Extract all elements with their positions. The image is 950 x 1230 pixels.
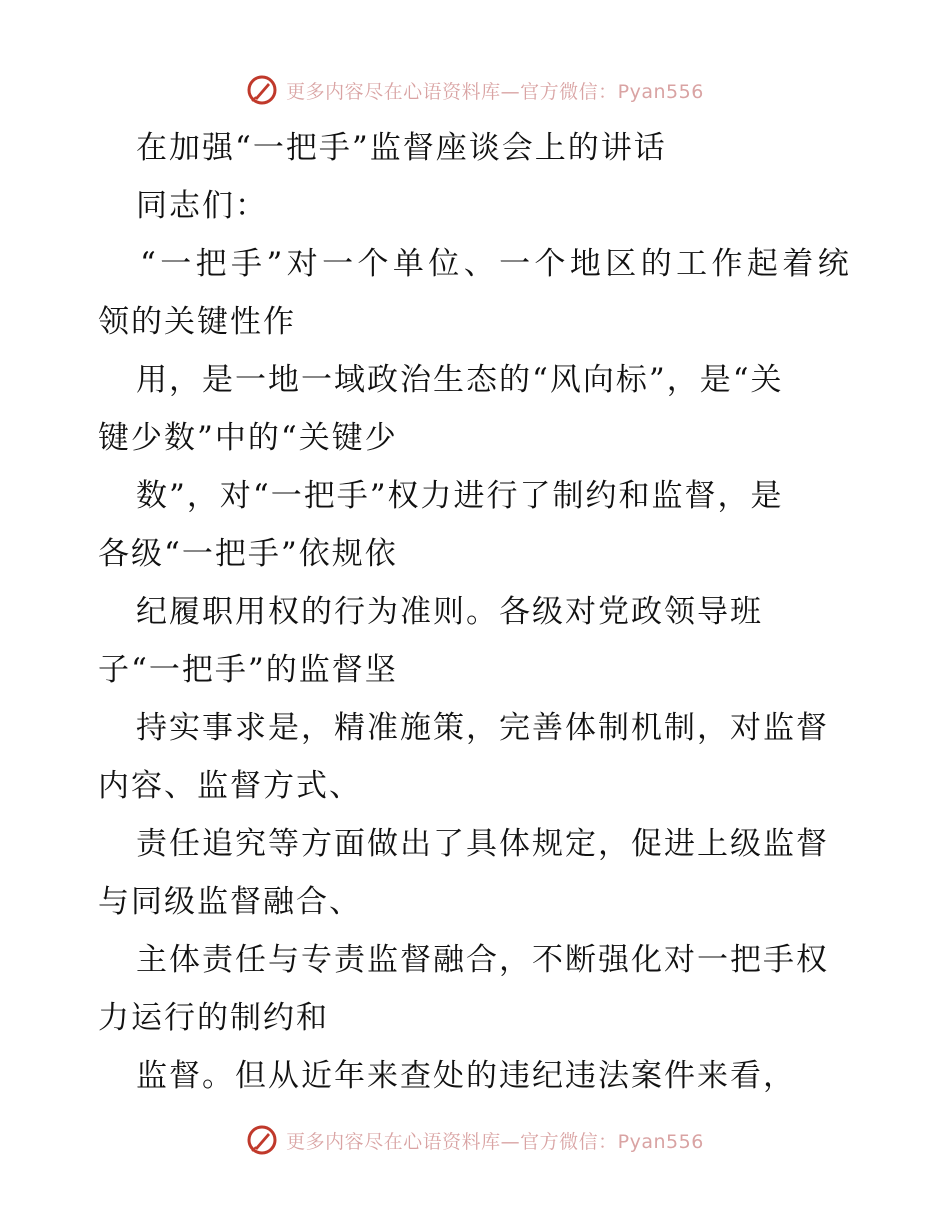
quill-logo-icon — [246, 1124, 278, 1156]
paragraph-line: “一把手”对一个单位、一个地区的工作起着统 — [140, 246, 854, 282]
quill-logo-icon — [246, 74, 278, 106]
paragraph-line: 纪履职用权的行为准则。各级对党政领导班 — [136, 594, 763, 630]
paragraph-line: 持实事求是，精准施策，完善体制机制，对监督 — [136, 710, 829, 746]
paragraph-line: 数”，对“一把手”权力进行了制约和监督，是 — [136, 478, 784, 514]
paragraph-line: 与同级监督融合、 — [98, 884, 362, 920]
paragraph-line: 力运行的制约和 — [98, 1000, 329, 1036]
watermark-text: 更多内容尽在心语资料库—官方微信：Pyan556 — [286, 1130, 704, 1153]
paragraph-line: 同志们： — [136, 188, 268, 224]
paragraph-line: 领的关键性作 — [98, 304, 296, 340]
header-watermark — [0, 70, 950, 110]
paragraph-line: 内容、监督方式、 — [98, 768, 362, 804]
paragraph-line: 键少数”中的“关键少 — [98, 420, 398, 456]
paragraph-line: 用，是一地一域政治生态的“风向标”，是“关 — [136, 362, 784, 398]
paragraph-line: 监督。但从近年来查处的违纪违法案件来看， — [136, 1058, 796, 1094]
watermark-text: 更多内容尽在心语资料库—官方微信：Pyan556 — [286, 80, 704, 103]
paragraph-line: 各级“一把手”依规依 — [98, 536, 398, 572]
footer-watermark — [0, 1120, 950, 1160]
paragraph-line: 责任追究等方面做出了具体规定，促进上级监督 — [136, 826, 829, 862]
paragraph-line: 主体责任与专责监督融合，不断强化对一把手权 — [136, 942, 829, 978]
paragraph-line: 子“一把手”的监督坚 — [98, 652, 398, 688]
document-title: 在加强“一把手”监督座谈会上的讲话 — [136, 130, 667, 166]
